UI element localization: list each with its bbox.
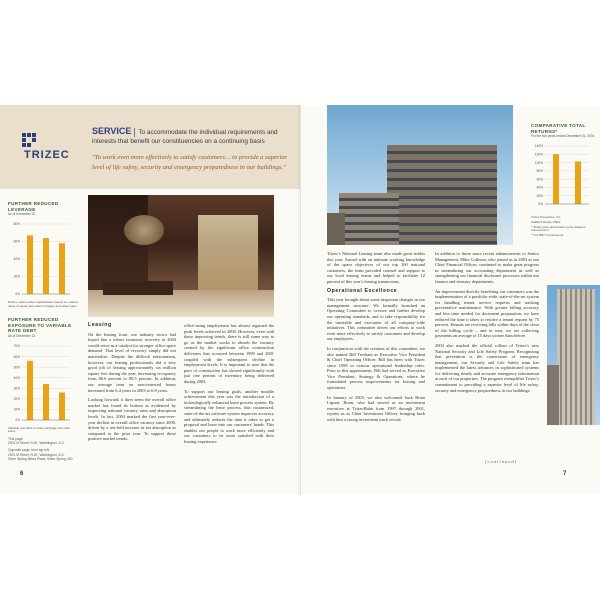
service-text: To accommodate the individual requirements and interests that benefit our constituencies on a continuing basis: [92, 129, 278, 145]
bar: [575, 161, 581, 204]
total-returns-chart-svg: [531, 140, 593, 210]
page-number: 6: [20, 471, 24, 477]
chart-subtitle: As of December 31: [8, 333, 36, 338]
text-column-4: [435, 251, 539, 397]
paragraph: To support our leasing goals, another notable achievement this year was the introduction of a technologically enhanced lease process system. By streamlining the lease process, this customized, state-of-the-art software system improves accuracy and ultimately reduces the time it takes to get a proposal and lease into our customers' hands. This enables our people to work more efficiently and our customers to be more satisfied with their leasing experience.: [184, 388, 274, 444]
trizec-logo: [22, 133, 82, 167]
bar: [43, 238, 49, 294]
paragraph: On the leasing front, our industry sector had hoped that a robust economic recovery in 2004 would serve as a catalyst for stronger office space demand. That level of recovery simply did not materialize. Despite the difficult environment, however, our leasing professionals did a very good job of leasing approximately six million square feet during the year, increasing occupancy from 86.6 percent to 89.5 percent. In addition, our average term on new/renewed leases increased from 6.4 years in 2003 to 6.8 years.: [88, 331, 176, 393]
chart-title: FURTHER REDUCED EXPOSURE TO VARIABLE RATE DEBT: [8, 317, 72, 333]
tick-label: 40%: [536, 185, 543, 190]
paragraph: In addition to these more recent enhancements to Senior Management, Mike Colleran, who joined us in 2003 as our Chief Financial Officer, continued to make great progress in streamlining our accounting department as well as strengthening our financial disclosure processes within our finance and treasury departments.: [435, 251, 539, 284]
service-heading: [92, 127, 292, 146]
tick-label: 60%: [536, 177, 543, 182]
text-column-1: [88, 323, 176, 446]
paragraph: Looking forward, it does seem the overall office market has found its bottom as evidenced by improving national vacancy rates and absorption levels. In fact, 2004 marked the first year-over-year decline in overall office vacancy since 2000, driven by a ten-fold increase in net absorption as compared to the prior year. To support those positive market trends,: [88, 397, 176, 442]
tick-label: 20%: [13, 274, 20, 279]
chart-legend-1: Trizec Properties, Inc.: [531, 215, 561, 219]
leverage-chart: [8, 201, 78, 309]
text-column-3: [327, 251, 425, 427]
service-keyword: SERVICE: [92, 126, 132, 136]
tick-label: 0%: [15, 417, 20, 422]
tick-label: 60%: [13, 354, 20, 359]
tick-label: 140%: [534, 144, 543, 149]
leverage-chart-svg: [8, 218, 74, 300]
service-quote: "To work even more effectively to satisfy customers… to provide a superior level of life safety, security and emergency preparedness in our buildings.": [92, 154, 287, 171]
paragraph: Trizec's National Leasing team also made great strides this year. Armed with an intimate working knowledge of the space objectives of our top 100 national customers, the team provided counsel and support to our local leasing teams and helped to facilitate 12 percent of this year's leasing transactions.: [327, 251, 425, 284]
tick-label: 0%: [538, 202, 543, 207]
tick-label: 50%: [13, 364, 20, 369]
chart-note: Debt to total market capitalization based on market value of equity and total mortgage and other loans: [8, 300, 78, 308]
tick-label: 80%: [13, 222, 20, 227]
text-column-2: [184, 323, 274, 448]
service-divider: [134, 128, 135, 137]
tick-label: 20%: [13, 396, 20, 401]
caption-line: 2001 M Street, N.W., Washington, D.C.: [8, 441, 66, 446]
chart-note: Variable rate debt to total mortgage and other loans: [8, 425, 71, 434]
tick-label: 40%: [13, 257, 20, 262]
tick-label: 10%: [13, 407, 20, 412]
bar: [27, 360, 33, 419]
right-page: [300, 105, 600, 495]
lobby-photo: [88, 195, 274, 317]
paragraph: office-using employment has almost regained the peak levels achieved in 2000. However, even with these improving trends, there is still some way to go as the market works to absorb the vacancy created by the significant office construction deliveries that occurred between 1999 and 2001 coupled with the subsequent decline in employment levels. It is important to note that the pace of construction has slowed significantly with just one percent of inventory being delivered during 2004.: [184, 323, 274, 384]
paragraph: In conjunction with the creation of this committee, we also named Bill Tresham as Executive Vice President & Chief Operating Officer. Bill has been with Trizec since 1999 in various operational leadership roles. Prior to this appointment, Bill had served as Executive Vice President, Strategy & Operations, where he formulated process improvements for leasing and operations.: [327, 345, 425, 391]
tick-label: 80%: [536, 169, 543, 174]
left-page: [0, 105, 300, 495]
caption-line: This page:: [8, 437, 24, 441]
tick-label: 100%: [534, 160, 543, 165]
page-number: 7: [563, 471, 567, 477]
continued-label: (continued): [485, 459, 518, 464]
tick-label: 120%: [534, 152, 543, 157]
logo-mark-icon: [22, 133, 36, 147]
photo-caption: [8, 437, 83, 461]
logo-word: TRIZEC: [24, 149, 70, 161]
chart-title: COMPARATIVE TOTAL RETURNS*: [531, 123, 586, 134]
tick-label: 0%: [15, 292, 20, 297]
chart-legend-2: NAREIT Equity Office: [531, 219, 561, 224]
chart-note-2: ** DJ REIT constituents: [531, 233, 564, 238]
office-building-photo: [327, 105, 513, 245]
bar: [43, 384, 49, 420]
tick-label: 30%: [13, 385, 20, 390]
bar: [553, 154, 559, 204]
bar: [59, 243, 65, 294]
service-banner: [0, 105, 300, 189]
caption-line: 2001 M Street, N.W., Washington, D.C.: [8, 452, 66, 457]
paragraph: 2004 also marked the official rollout of Trizec's new National Security and Life Safety Program. Recognizing that prevention is the cornerstone of emergency management, our Security and Life Safety team has implemented the latest advances in sophisticated systems for delivering timely and accurate emergency information at each of our properties. The program exemplifies Trizec's commitment to providing a superior level of life safety, security and emergency preparedness in our buildings.: [435, 342, 539, 393]
variable-rate-chart: [8, 317, 78, 434]
caption-line: Silver Spring Metro Plaza, Silver Spring, MD: [8, 456, 73, 461]
section-heading-leasing: Leasing: [88, 322, 112, 328]
tower-photo: [547, 285, 600, 425]
chart-subtitle: As of December 31: [8, 212, 36, 216]
caption-line: Opposite page, from top left:: [8, 448, 50, 453]
tick-label: 60%: [13, 239, 20, 244]
chart-subtitle: For the two years ended December 31, 2004: [531, 134, 595, 138]
chart-title: FURTHER REDUCED LEVERAGE: [8, 201, 59, 212]
paragraph: In January of 2005, we also welcomed back Brian Lipson. Brian, who had served as an investment executive at TrizecHahn from 1997 through 2001, rejoins us as Chief Investment Officer, bringing back with him a strong investment track record.: [327, 394, 425, 423]
paragraph: An improvement directly benefiting our customers was the implementation of a portfolio-wide, state-of-the-art system for handling tenant service requests and tracking preventative maintenance. With greater billing accuracy and less time needed for document preparation, we have reduced the time it takes to resolve a tenant request by 75 percent. Tenants are receiving bills within days of the close of the billing cycle – and in turn, we are collecting payments an average of 15 days sooner than before.: [435, 288, 539, 339]
total-returns-chart: [531, 123, 597, 238]
paragraph: This year brought about some important changes in our management structure. We formally launched an Operating Committee to oversee and further develop our operating standards, and to take responsibility for the timetable and execution of all company-wide initiatives. This committee drives our efforts to work even more effectively to satisfy customers and develop our employees.: [327, 297, 425, 342]
tick-label: 40%: [13, 375, 20, 380]
variable-rate-chart-svg: [8, 340, 74, 426]
bar: [59, 392, 65, 419]
chart-note-1: * Share price appreciation plus dividend reinvestment: [531, 224, 586, 233]
section-heading-operations: Operational Excellence: [327, 287, 398, 294]
bar: [27, 235, 33, 294]
tick-label: 70%: [13, 343, 20, 348]
tick-label: 20%: [536, 193, 543, 198]
